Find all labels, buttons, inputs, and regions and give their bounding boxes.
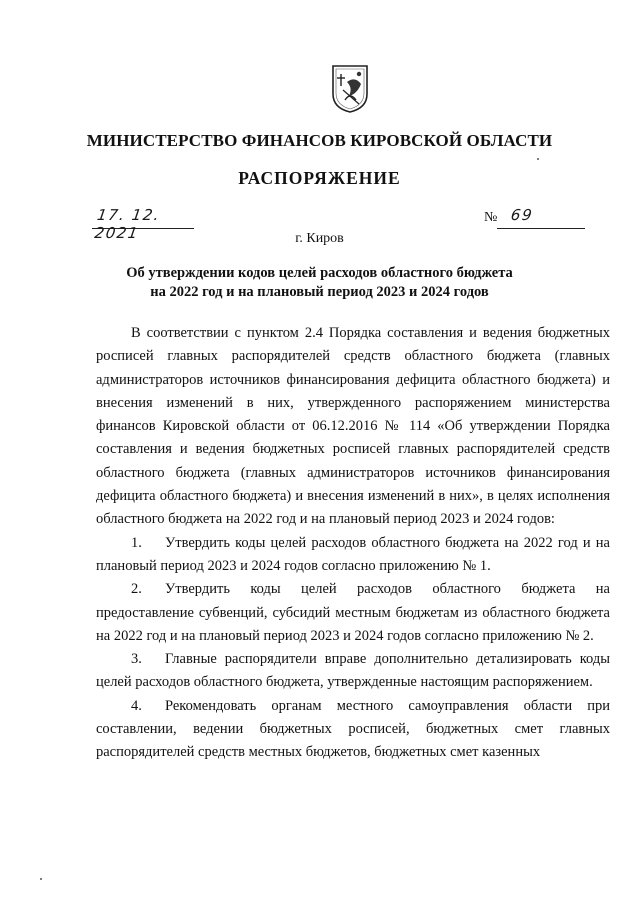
item-number: 3.: [131, 651, 142, 668]
scan-speck: [40, 878, 42, 880]
item-number: 1.: [131, 534, 142, 551]
number-field: [497, 206, 585, 229]
intro-paragraph: В соответствии с пунктом 2.4 Порядка составления и ведения бюджетных росписей главных распорядителей средств областного бюджета (главных администраторов источников финансирования дефицита областного бюджета) и внесения изменений в них, утвержденного распоряжением министерства финансов Кировской области от 06.12.2016 № 114 «Об утверждении Порядка составления и ведения бюджетных росписей главных распорядителей средств областного бюджета (главных администраторов источников финансирования дефицита областного бюджета) и внесения изменений в них», в целях исполнения областного бюджета на 2022 год и на плановый период 2023 и 2024 годов:: [96, 325, 610, 528]
list-item: [96, 695, 610, 765]
date-field: [92, 206, 194, 242]
item-number: 2.: [131, 581, 142, 598]
document-title: [0, 264, 639, 302]
handwritten-number: 69: [509, 206, 535, 224]
ministry-name: МИНИСТЕРСТВО ФИНАНСОВ КИРОВСКОЙ ОБЛАСТИ: [86, 131, 553, 150]
title-line-1: Об утверждении кодов целей расходов областного бюджета: [126, 265, 513, 281]
title-line-2: на 2022 год и на плановый период 2023 и 2024 годов: [150, 284, 489, 300]
number-label: №: [484, 210, 498, 225]
item-number: 4.: [131, 697, 142, 714]
document-type: РАСПОРЯЖЕНИЕ: [238, 168, 401, 188]
item-text: Рекомендовать органам местного самоуправления области при составлении, ведении бюджетных росписей, бюджетных смет главных распорядителей средств местных бюджетов, бюджетных смет казенных: [96, 697, 610, 761]
list-item: [96, 648, 610, 695]
item-text: Главные распорядители вправе дополнительно детализировать коды целей расходов областного бюджета, утвержденные настоящим распоряжением.: [96, 651, 610, 691]
item-text: Утвердить коды целей расходов областного бюджета на предоставление субвенций, субсидий местным бюджетам из областного бюджета на 2022 год и на плановый период 2023 и 2024 годов согласно приложению № 2.: [96, 581, 610, 644]
city: г. Киров: [295, 231, 344, 246]
item-text: Утвердить коды целей расходов областного бюджета на 2022 год и на плановый период 2023 и 2024 годов согласно приложению № 1.: [96, 534, 610, 574]
handwritten-date: 17. 12. 2021: [93, 206, 162, 242]
scan-speck: [537, 158, 539, 160]
list-item: [96, 578, 610, 648]
document-body: [96, 322, 610, 765]
list-item: [96, 532, 610, 579]
coat-of-arms-emblem-icon: [329, 62, 371, 114]
